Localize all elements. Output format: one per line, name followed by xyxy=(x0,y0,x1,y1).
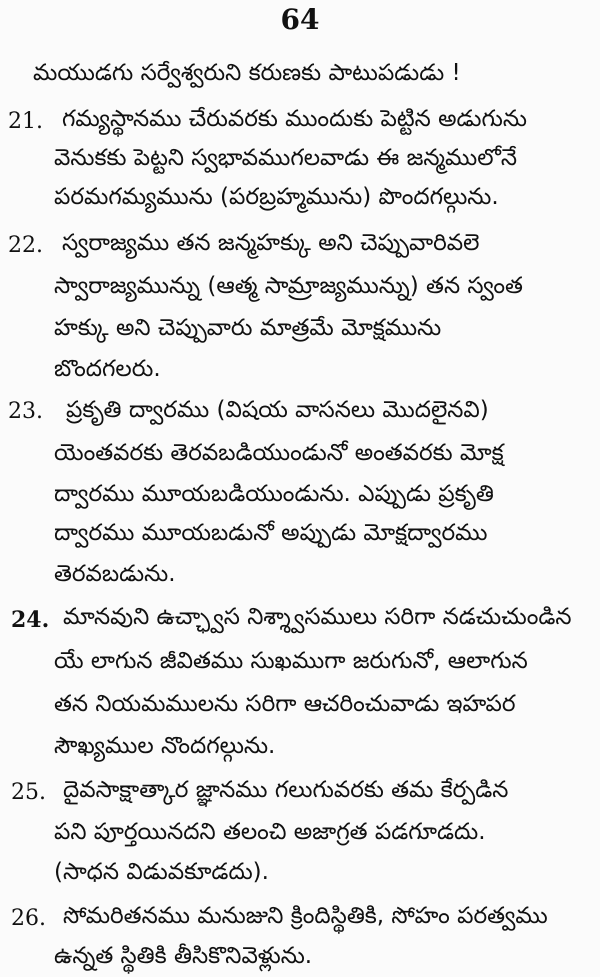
verse-21-number: 21. xyxy=(8,109,43,134)
verse-22-line-3: హక్కు అని చెప్పువారు మాత్రమే మోక్షమును xyxy=(54,315,442,341)
verse-25-line-3: (సాధన విడువకూడదు). xyxy=(54,859,269,885)
intro-line: మయుడగు సర్వేశ్వరుని కరుణకు పాటుపడుడు ! xyxy=(33,60,461,86)
verse-26-line-2: ఉన్నత స్థితికి తీసికొనివెళ్లును. xyxy=(54,943,313,969)
verse-26-line-1: సోమరితనము మనుజుని క్రిందిస్థితికి, సోహం పరత్వము xyxy=(63,903,548,929)
verse-22-line-4: బొందగలరు. xyxy=(54,356,161,382)
verse-21-line-3: పరమగమ్యమును (పరబ్రహ్మమును) పొందగల్గును. xyxy=(54,184,499,210)
verse-23-line-4: ద్వారము మూయబడునో అప్పుడు మోక్షద్వారము xyxy=(54,520,488,546)
verse-22-line-1: స్వరాజ్యము తన జన్మహక్కు అని చెప్పువారివలె xyxy=(62,230,480,256)
verse-26-number: 26. xyxy=(11,906,46,931)
verse-21-line-2: వెనుకకు పెట్టని స్వభావముగలవాడు ఈ జన్మములోనే xyxy=(54,145,518,171)
verse-24-line-3: తన నియమములను సరిగా ఆచరించువాడు ఇహపర xyxy=(54,691,516,717)
verse-24-line-4: సౌఖ్యముల నొందగల్గును. xyxy=(54,733,276,759)
verse-23-line-2: యెంతవరకు తెరవబడియుండునో అంతవరకు మోక్ష xyxy=(54,440,504,466)
verse-23-line-1: ప్రకృతి ద్వారము (విషయ వాసనలు మొదలైనవి) xyxy=(66,397,489,423)
verse-25-number: 25. xyxy=(11,780,46,805)
verse-24-line-1: మానవుని ఉచ్ఛ్వాస నిశ్శ్వాసములు సరిగా నడచుచుండిన xyxy=(63,604,572,630)
verse-24-number: 24. xyxy=(11,607,50,633)
verse-24-line-2: యే లాగున జీవితము సుఖముగా జరుగునో, ఆలాగున xyxy=(54,648,528,674)
verse-22-number: 22. xyxy=(8,233,43,258)
verse-23-line-3: ద్వారము మూయబడియుండును. ఎప్పుడు ప్రకృతి xyxy=(54,481,494,507)
verse-22-line-2: స్వారాజ్యమున్ను (ఆత్మ సామ్రాజ్యమున్ను) తన స్వంత xyxy=(54,273,523,299)
verse-25-line-1: దైవసాక్షాత్కార జ్ఞానము గలుగువరకు తమ కేర్పడిన xyxy=(63,777,509,803)
verse-25-line-2: పని పూర్తయినదని తలంచి అజాగ్రత పడగూడదు. xyxy=(54,819,486,845)
verse-21-line-1: గమ్యస్థానము చేరువరకు ముందుకు పెట్టిన అడుగును xyxy=(62,106,527,132)
page-number: 64 xyxy=(280,3,320,36)
verse-23-line-5: తెరవబడును. xyxy=(54,561,176,587)
verse-23-number: 23. xyxy=(8,399,43,424)
